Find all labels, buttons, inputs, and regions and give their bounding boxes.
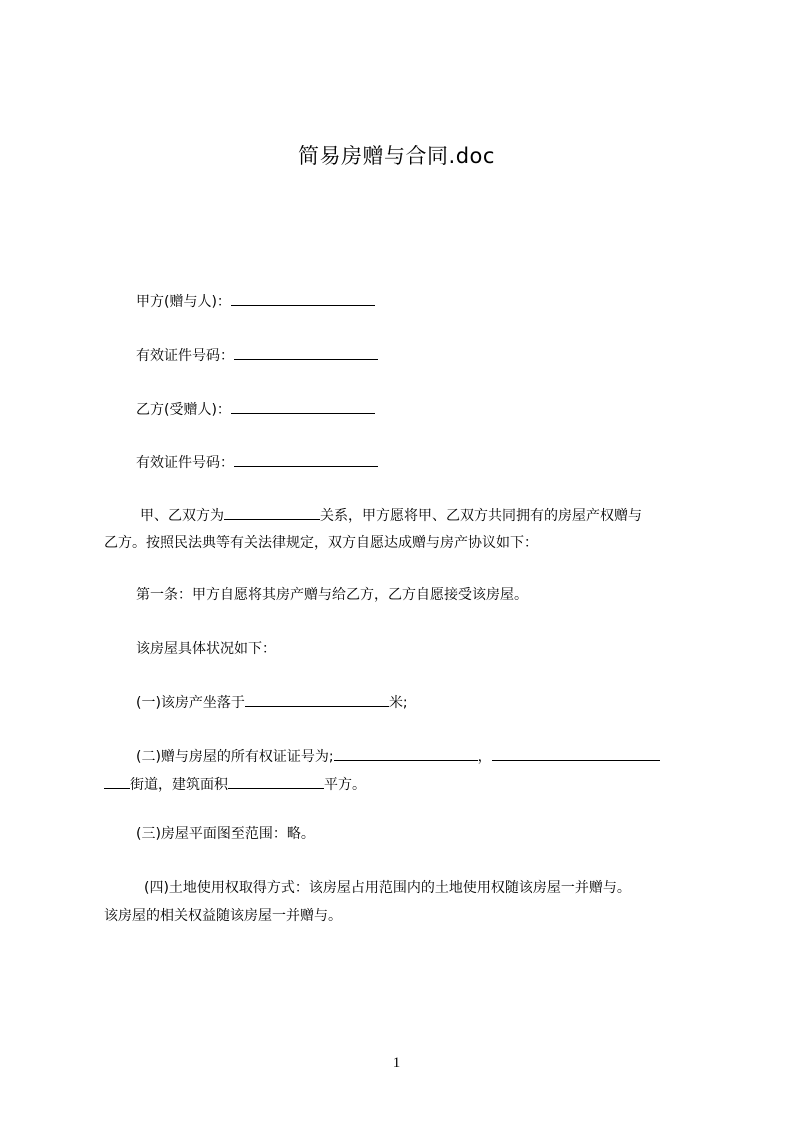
item-1-prefix: (一)该房产坐落于 [136,695,245,711]
party-a-id-blank [234,345,378,360]
item-2-line-2 [104,774,704,795]
item-1-suffix: 米; [388,695,408,711]
party-b-id-blank [234,452,378,467]
party-a-id-line [104,345,736,366]
address-blank [492,746,660,761]
item-2-prefix: (二)赠与房屋的所有权证证号为; [136,749,334,765]
page-number: 1 [392,1055,401,1071]
status-heading: 该房屋具体状况如下： [136,641,276,657]
item-3: (三)房屋平面图至范围：略。 [136,826,315,842]
item-2-comma: ， [477,749,492,765]
certificate-blank [334,746,478,761]
area-blank [228,774,324,789]
item-4-line-2: 该房屋的相关权益随该房屋一并赠与。 [104,908,342,924]
article-1: 第一条：甲方自愿将其房产赠与给乙方，乙方自愿接受该房屋。 [136,587,528,603]
street-blank [104,774,130,789]
party-b-line [104,399,736,420]
party-a-label: 甲方(赠与人)： [136,294,231,310]
intro-text-b: 关系，甲方愿将甲、乙双方共同拥有的房屋产权赠与 [320,508,642,524]
document-title: 简易房赠与合同.doc [298,144,495,168]
item-2-street-text: 街道，建筑面积 [130,777,228,793]
location-blank [245,692,389,707]
relationship-blank [224,505,320,520]
item-2-line-1 [104,746,736,767]
party-a-id-label: 有效证件号码： [136,348,234,364]
intro-text-a: 甲、乙双方为 [140,508,224,524]
intro-line-2: 乙方。按照民法典等有关法律规定，双方自愿达成赠与房产协议如下： [104,535,538,551]
intro-line-1 [104,505,740,526]
item-2-end: 平方。 [324,777,366,793]
party-b-label: 乙方(受赠人)： [136,402,231,418]
item-1-line [104,692,736,713]
item-4-line-1: (四)土地使用权取得方式：该房屋占用范围内的土地使用权随该房屋一并赠与。 [144,880,631,896]
party-b-id-line [104,452,736,473]
party-b-blank [231,399,375,414]
party-a-blank [231,291,375,306]
party-b-id-label: 有效证件号码： [136,455,234,471]
party-a-line [104,291,736,312]
